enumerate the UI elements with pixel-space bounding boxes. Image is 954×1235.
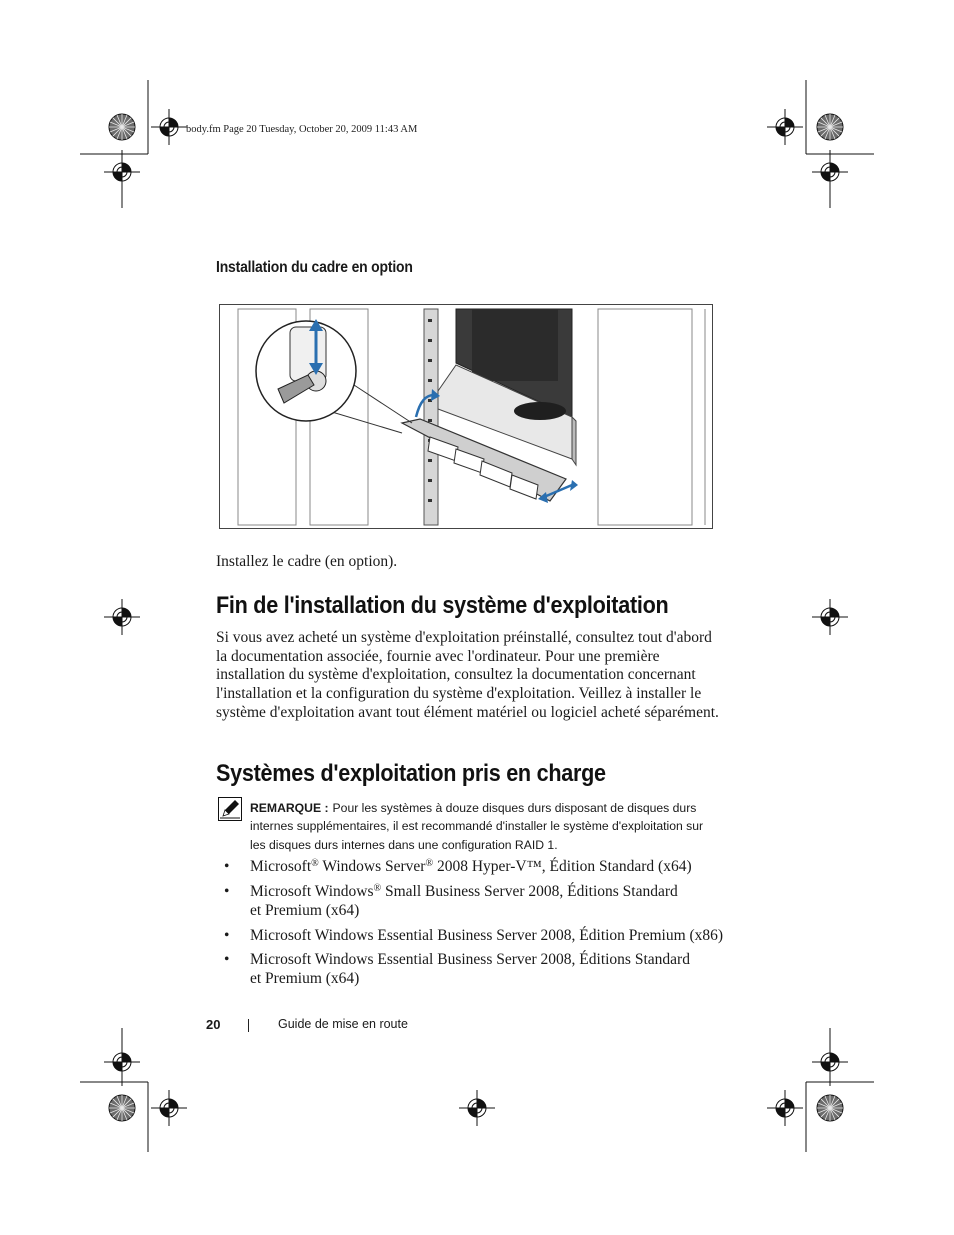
registration-mark-icon <box>104 154 140 190</box>
registration-mark-icon <box>812 154 848 190</box>
registered-mark: ® <box>373 882 382 894</box>
os-install-paragraph: Si vous avez acheté un système d'exploitation préinstallé, consultez tout d'abord la documentation associée, fournie avec l'ordinateur. Pour une première installation du système d'exploitation, consultez la documentation concernant l'installation et la configuration du système d'exploitation. Veillez à installer le système d'exploitation avant tout élément matériel ou logiciel acheté séparément. <box>216 629 719 721</box>
bullet: • <box>224 858 230 875</box>
footer-divider <box>248 1019 249 1032</box>
list-item: • Microsoft Windows® Small Business Server 2008, Éditions Standard et Premium (x64) <box>224 882 678 919</box>
list-item: • Microsoft® Windows Server® 2008 Hyper-V™, Édition Standard (x64) <box>224 858 692 875</box>
registration-mark-icon <box>812 599 848 635</box>
heading-supported-os: Systèmes d'exploitation pris en charge <box>216 760 606 787</box>
footer-document-title: Guide de mise en route <box>278 1017 408 1031</box>
bezel-drawing <box>220 305 713 529</box>
file-stamp: body.fm Page 20 Tuesday, October 20, 2009 11:43 AM <box>186 124 418 135</box>
registered-mark: ® <box>311 858 319 869</box>
subheading-bezel: Installation du cadre en option <box>216 259 413 276</box>
registration-mark-icon <box>151 109 187 145</box>
registration-mark-icon <box>767 109 803 145</box>
color-target-icon <box>817 1095 843 1121</box>
list-item: • Microsoft Windows Essential Business Server 2008, Édition Premium (x86) <box>224 926 724 944</box>
figure-caption: Installez le cadre (en option). <box>216 553 398 570</box>
registration-mark-icon <box>812 1044 848 1080</box>
pencil-note-icon <box>218 797 242 821</box>
color-target-icon <box>109 114 135 140</box>
registration-mark-icon <box>104 599 140 635</box>
bullet: • <box>224 951 230 969</box>
registration-mark-icon <box>459 1090 495 1126</box>
page-number: 20 <box>206 1017 221 1032</box>
registration-mark-icon <box>104 1044 140 1080</box>
list-item: • Microsoft Windows Essential Business Server 2008, Éditions Standard et Premium (x64) <box>224 951 690 988</box>
note-block <box>250 799 720 854</box>
supported-os-list <box>224 857 724 994</box>
heading-os-install: Fin de l'installation du système d'exploitation <box>216 592 669 619</box>
color-target-icon <box>109 1095 135 1121</box>
note-label: REMARQUE : <box>250 801 329 815</box>
bullet: • <box>224 926 230 944</box>
registered-mark: ® <box>425 858 434 869</box>
color-target-icon <box>817 114 843 140</box>
registration-mark-icon <box>151 1090 187 1126</box>
bezel-illustration <box>219 304 713 529</box>
bullet: • <box>224 882 230 900</box>
note-text: Pour les systèmes à douze disques durs disposant de disques durs internes supplémentaires, il est recommandé d'installer le système d'exploitation sur les disques durs internes dans une configuration RAID 1. <box>250 801 704 852</box>
registration-mark-icon <box>767 1090 803 1126</box>
